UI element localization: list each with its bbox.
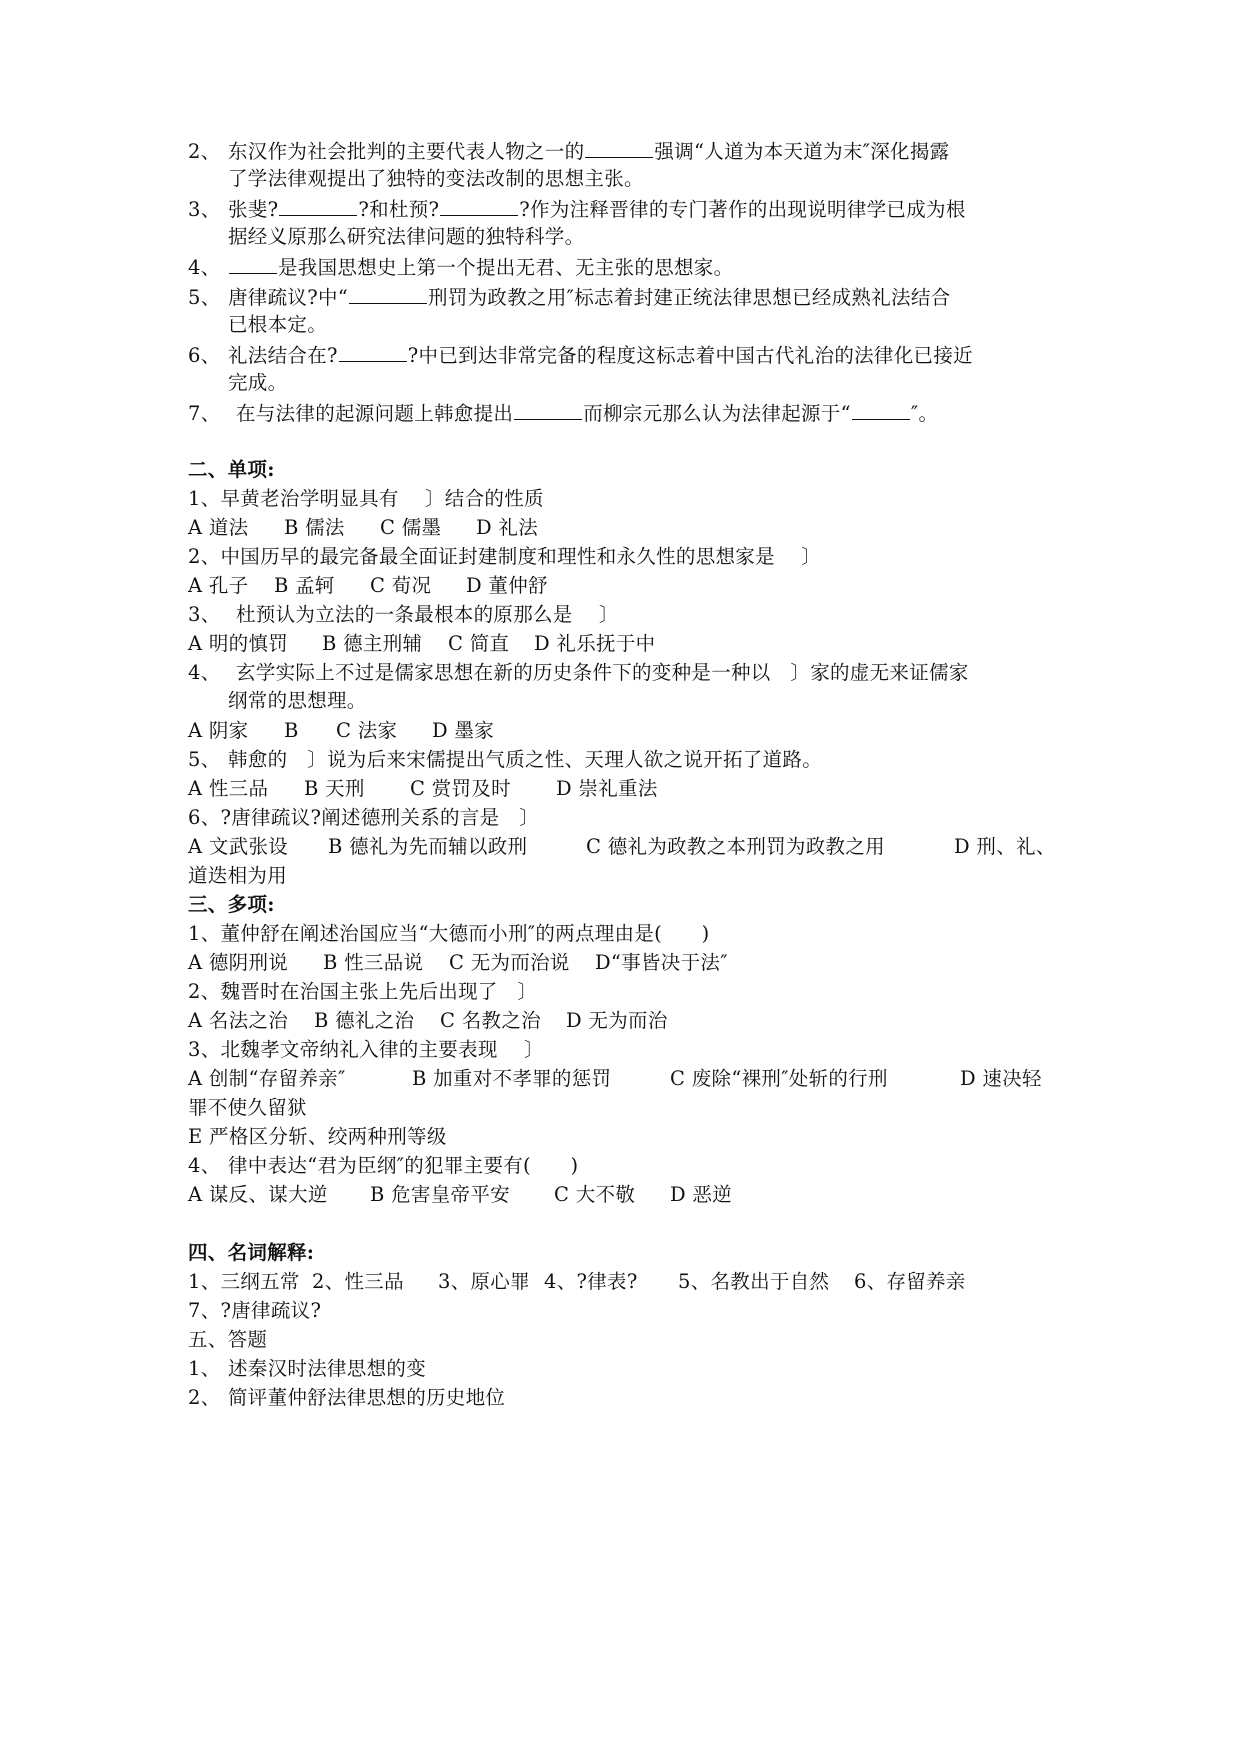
term-item: 6、存留养亲 [854, 1270, 966, 1293]
single-q4-options [188, 718, 494, 744]
answer-blank[interactable] [339, 342, 407, 362]
answer-blank[interactable] [229, 254, 277, 274]
answer-blank[interactable] [852, 400, 910, 420]
blank-q2-line1: 2、 东汉作为社会批判的主要代表人物之一的 强调“人道为本天道为末″深化揭露 [188, 140, 950, 163]
option[interactable]: A 性三品 [188, 777, 269, 800]
single-q6-options-cont: 道迭相为用 [188, 864, 288, 887]
multi-q2-options [188, 1008, 668, 1034]
single-q6: 6、?唐律疏议?阐述德刑关系的言是 〕 [188, 806, 540, 829]
option[interactable]: A 阴家 [188, 719, 249, 742]
option[interactable]: B 加重对不孝罪的惩罚 [412, 1067, 612, 1090]
answer-q1: 1、 述秦汉时法律思想的变 [188, 1357, 427, 1380]
option[interactable]: C 大不敬 [554, 1183, 636, 1206]
option[interactable]: D 礼法 [476, 516, 539, 539]
blank-q6-line2: 完成。 [228, 371, 288, 394]
blank-q2-line2: 了学法律观提出了独特的变法改制的思想主张。 [228, 167, 644, 190]
option[interactable]: A 明的慎罚 [188, 632, 289, 655]
multi-q3-options-cont: 罪不使久留狱 [188, 1096, 307, 1119]
multi-q2: 2、魏晋时在治国主张上先后出现了 〕 [188, 980, 538, 1003]
option[interactable]: C 法家 [336, 719, 398, 742]
option[interactable]: D“事皆决于法″ [595, 951, 728, 974]
option[interactable]: B 天刑 [304, 777, 365, 800]
single-q4-line1: 4、 玄学实际上不过是儒家思想在新的历史条件下的变种是一种以 〕家的虚无来证儒家 [188, 661, 969, 684]
option[interactable]: A 名法之治 [188, 1009, 289, 1032]
single-q6-options [188, 834, 1056, 860]
option[interactable]: B 性三品说 [323, 951, 424, 974]
multi-q3: 3、北魏孝文帝纳礼入律的主要表现 〕 [188, 1038, 544, 1061]
multi-q3-option-e[interactable]: E 严格区分斩、绞两种刑等级 [188, 1125, 447, 1148]
section-heading-terms: 四、名词解释: [188, 1241, 315, 1264]
terms-list [188, 1269, 966, 1295]
option[interactable]: D 恶逆 [670, 1183, 733, 1206]
term-item: 1、三纲五常 [188, 1270, 300, 1293]
option[interactable]: C 荀况 [370, 574, 432, 597]
option[interactable]: B 德礼之治 [314, 1009, 415, 1032]
blank-q3-line2: 据经义原那么研究法律问题的独特科学。 [228, 225, 585, 248]
option[interactable]: D 崇礼重法 [556, 777, 658, 800]
option[interactable]: C 赏罚及时 [410, 777, 511, 800]
option[interactable]: B 危害皇帝平安 [370, 1183, 510, 1206]
option[interactable]: C 废除“裸刑″处斩的行刑 [670, 1067, 888, 1090]
single-q5-options [188, 776, 658, 802]
option[interactable]: D 速决轻 [960, 1067, 1042, 1090]
option[interactable]: C 名教之治 [440, 1009, 541, 1032]
multi-q1-options [188, 950, 728, 976]
single-q2-options [188, 573, 548, 599]
answer-blank[interactable] [514, 400, 582, 420]
option[interactable]: D 墨家 [432, 719, 495, 742]
option[interactable]: D 董仲舒 [466, 574, 548, 597]
single-q4-line2: 纲常的思想理。 [228, 689, 367, 712]
single-q1-options [188, 515, 538, 541]
section-heading-answer: 五、答题 [188, 1328, 268, 1351]
answer-blank[interactable] [279, 196, 357, 216]
multi-q3-options [188, 1066, 1042, 1092]
option[interactable]: B [284, 719, 299, 742]
multi-q4-options [188, 1182, 732, 1208]
option[interactable]: D 无为而治 [566, 1009, 668, 1032]
option[interactable]: C 德礼为政教之本刑罚为政教之用 [586, 835, 885, 858]
option[interactable]: B 儒法 [284, 516, 345, 539]
term-item-7: 7、?唐律疏议? [188, 1299, 322, 1322]
single-q3: 3、 杜预认为立法的一条最根本的原那么是 〕 [188, 603, 619, 626]
answer-q2: 2、 简评董仲舒法律思想的历史地位 [188, 1386, 506, 1409]
option[interactable]: C 简直 [448, 632, 510, 655]
blank-q4-line: 4、 是我国思想史上第一个提出无君、无主张的思想家。 [188, 256, 734, 279]
single-q3-options [188, 631, 655, 657]
blank-q7-line: 7、 在与法律的起源问题上韩愈提出 而柳宗元那么认为法律起源于“ ″。 [188, 402, 939, 425]
blank-q5-line2: 已根本定。 [228, 313, 328, 336]
option[interactable]: A 谋反、谋大逆 [188, 1183, 328, 1206]
option[interactable]: C 无为而治说 [449, 951, 570, 974]
term-item: 4、?律表? [544, 1270, 638, 1293]
option[interactable]: A 文武张设 [188, 835, 289, 858]
blank-q6-line1: 6、 礼法结合在? ?中已到达非常完备的程度这标志着中国古代礼治的法律化已接近 [188, 344, 973, 367]
option[interactable]: B 德礼为先而辅以政刑 [328, 835, 528, 858]
term-item: 3、原心罪 [438, 1270, 530, 1293]
multi-q1: 1、董仲舒在阐述治国应当“大德而小刑″的两点理由是( ) [188, 922, 710, 945]
option[interactable]: A 道法 [188, 516, 249, 539]
blank-q5-line1: 5、 唐律疏议?中“ 刑罚为政教之用″标志着封建正统法律思想已经成熟礼法结合 [188, 286, 951, 309]
answer-blank[interactable] [585, 138, 653, 158]
option[interactable]: A 创制“存留养亲″ [188, 1067, 346, 1090]
answer-blank[interactable] [440, 196, 518, 216]
section-heading-multi: 三、多项: [188, 893, 275, 916]
single-q1: 1、早黄老治学明显具有 〕结合的性质 [188, 487, 544, 510]
section-heading-single: 二、单项: [188, 458, 275, 481]
multi-q4: 4、 律中表达“君为臣纲″的犯罪主要有( ) [188, 1154, 579, 1177]
option[interactable]: D 礼乐抚于中 [534, 632, 656, 655]
term-item: 2、性三品 [312, 1270, 404, 1293]
option[interactable]: B 孟轲 [274, 574, 335, 597]
single-q2: 2、中国历早的最完备最全面证封建制度和理性和永久性的思想家是 〕 [188, 545, 822, 568]
single-q5: 5、 韩愈的 〕说为后来宋儒提出气质之性、天理人欲之说开拓了道路。 [188, 748, 823, 771]
answer-blank[interactable] [349, 284, 427, 304]
blank-q3-line1: 3、 张斐? ?和杜预? ?作为注释晋律的专门著作的出现说明律学已成为根 [188, 198, 966, 221]
option[interactable]: A 孔子 [188, 574, 249, 597]
option[interactable]: C 儒墨 [380, 516, 442, 539]
option[interactable]: A 德阴刑说 [188, 951, 289, 974]
term-item: 5、名教出于自然 [678, 1270, 830, 1293]
option[interactable]: D 刑、礼、 [954, 835, 1056, 858]
option[interactable]: B 德主刑辅 [322, 632, 423, 655]
